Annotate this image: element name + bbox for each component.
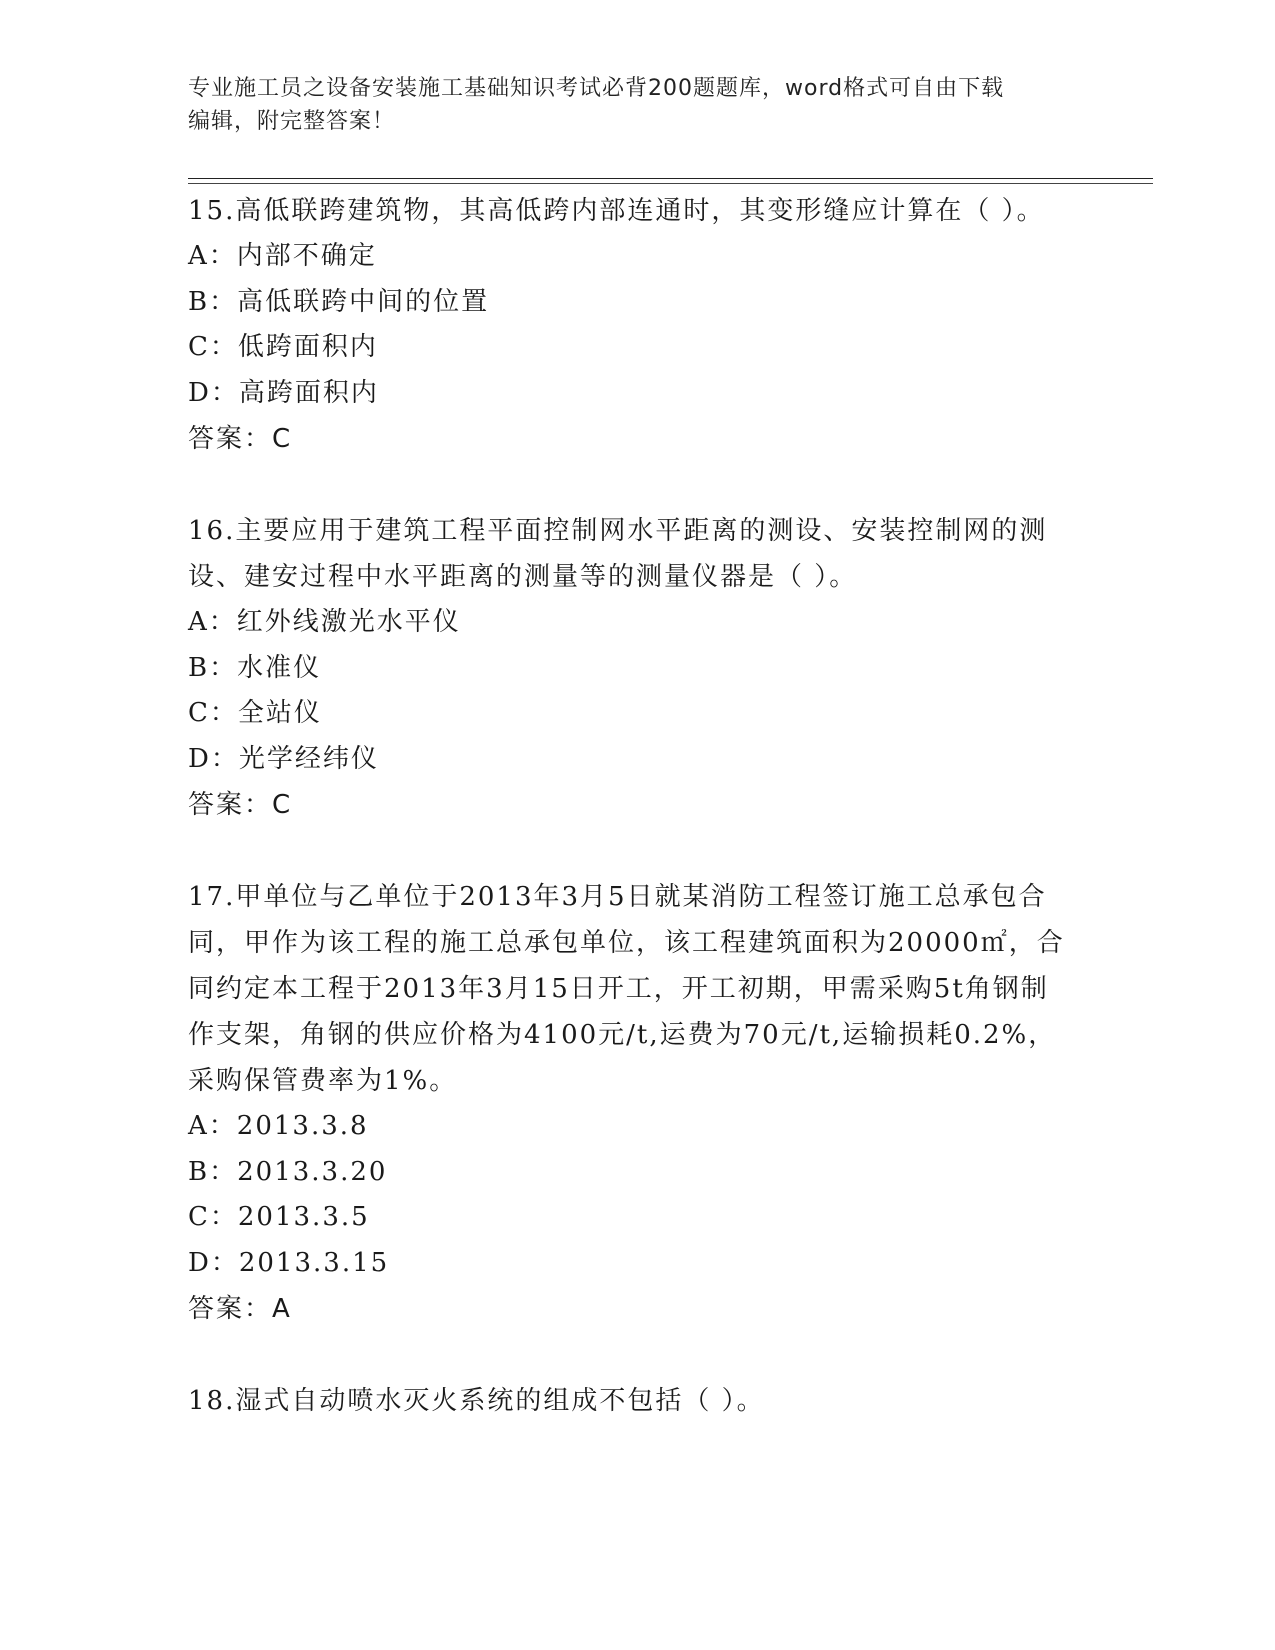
document-header bbox=[188, 72, 1088, 138]
option-d: D：高跨面积内 bbox=[188, 377, 379, 408]
question-list bbox=[188, 188, 1068, 1470]
option-c: C：全站仪 bbox=[188, 698, 322, 728]
question-15 bbox=[188, 188, 1068, 462]
header-line-2: 编辑，附完整答案！ bbox=[188, 109, 396, 134]
option-a: A：内部不确定 bbox=[188, 241, 377, 271]
option-b: B：高低联跨中间的位置 bbox=[188, 286, 490, 317]
option-a: A：红外线激光水平仪 bbox=[188, 607, 461, 637]
question-stem: 18.湿式自动喷水灭火系统的组成不包括（ ）。 bbox=[188, 1386, 765, 1416]
question-18 bbox=[188, 1378, 1068, 1424]
header-line-1: 专业施工员之设备安装施工基础知识考试必背200题题库，word格式可自由下载 bbox=[188, 76, 1005, 101]
question-stem: 15.高低联跨建筑物，其高低跨内部连通时，其变形缝应计算在（ ）。 bbox=[188, 196, 1045, 226]
option-c: C：低跨面积内 bbox=[188, 332, 378, 362]
option-b: B：水准仪 bbox=[188, 652, 322, 683]
option-a: A：2013.3.8 bbox=[188, 1111, 369, 1141]
header-divider-thick bbox=[188, 178, 1153, 179]
answer: 答案：C bbox=[188, 424, 293, 454]
answer: 答案：C bbox=[188, 790, 293, 820]
question-stem: 17.甲单位与乙单位于2013年3月5日就某消防工程签订施工总承包合同，甲作为该工程的施工总承包单位，该工程建筑面积为20000㎡，合同约定本工程于2013年3月15日开工，开工初期，甲需采购5t角钢制作支架，角钢的供应价格为4100元/t,运费为70元/t,运输损耗0.2%，采购保管费率为1%。 bbox=[188, 882, 1065, 1096]
header-divider-thin bbox=[188, 183, 1153, 184]
question-17 bbox=[188, 874, 1068, 1332]
question-stem: 16.主要应用于建筑工程平面控制网水平距离的测设、安装控制网的测设、建安过程中水平距离的测量等的测量仪器是（ ）。 bbox=[188, 516, 1048, 592]
answer: 答案：A bbox=[188, 1294, 292, 1324]
option-b: B：2013.3.20 bbox=[188, 1156, 388, 1187]
question-16 bbox=[188, 508, 1068, 828]
option-d: D：光学经纬仪 bbox=[188, 743, 379, 774]
option-c: C：2013.3.5 bbox=[188, 1202, 370, 1232]
option-d: D：2013.3.15 bbox=[188, 1247, 390, 1278]
